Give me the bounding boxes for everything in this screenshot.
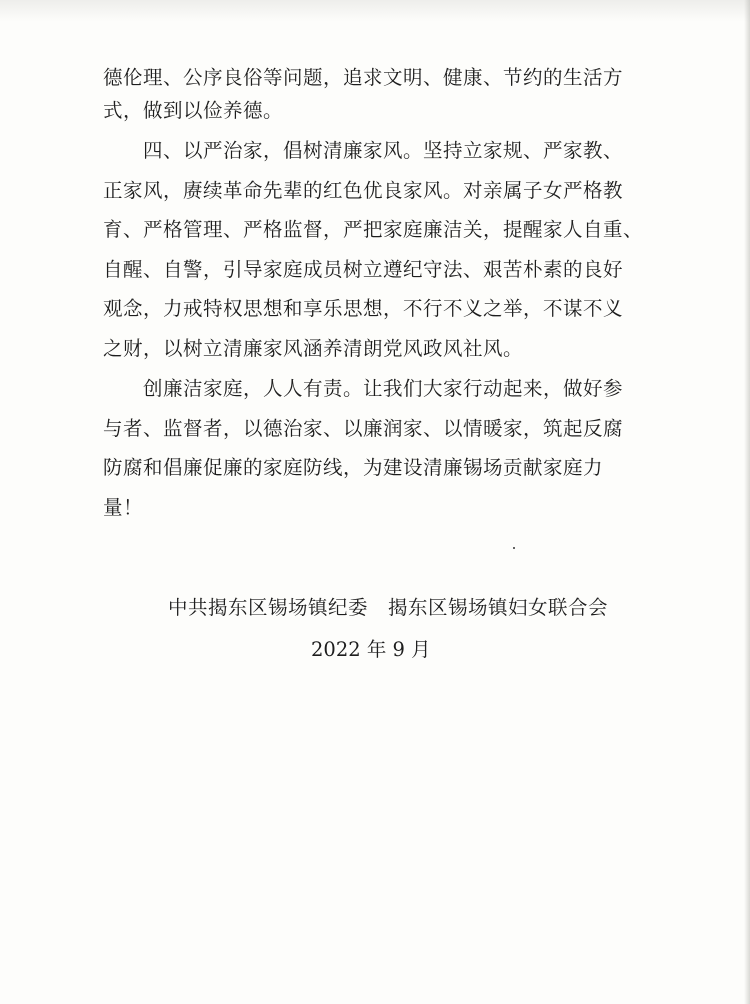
text-line: 正家风，赓续革命先辈的红色优良家风。对亲属子女严格教 xyxy=(103,178,624,202)
text-line: 量！ xyxy=(103,495,144,519)
scan-shadow-top xyxy=(0,0,750,22)
body-text xyxy=(103,62,663,524)
signature-date: 2022 年 9 月 xyxy=(311,638,431,661)
text-line: 观念，力戒特权思想和享乐思想，不行不义之举，不谋不义 xyxy=(103,297,624,320)
text-line: 自醒、自警，引导家庭成员树立遵纪守法、艰苦朴素的良好 xyxy=(103,257,624,281)
text-line: 创廉洁家庭，人人有责。让我们大家行动起来，做好参 xyxy=(103,377,624,400)
text-line: 式，做到以俭养德。 xyxy=(103,98,284,122)
scan-shadow-right xyxy=(744,0,750,1004)
text-line: 四、以严治家，倡树清廉家风。坚持立家规、严家教、 xyxy=(103,139,624,162)
text-line: 与者、监督者，以德治家、以廉润家、以情暖家，筑起反腐 xyxy=(103,416,624,440)
scan-speck xyxy=(513,547,515,549)
text-line: 育、严格管理、严格监督，严把家庭廉洁关，提醒家人自重、 xyxy=(103,218,644,241)
text-line: 防腐和倡廉促廉的家庭防线，为建设清廉锡场贡献家庭力 xyxy=(103,456,604,479)
text-line: 德伦理、公序良俗等问题，追求文明、健康、节约的生活方 xyxy=(103,66,624,89)
text-line: 之财，以树立清廉家风涵养清朗党风政风社风。 xyxy=(103,336,524,360)
signature-organizations: 中共揭东区锡场镇纪委 揭东区锡场镇妇女联合会 xyxy=(168,596,609,619)
